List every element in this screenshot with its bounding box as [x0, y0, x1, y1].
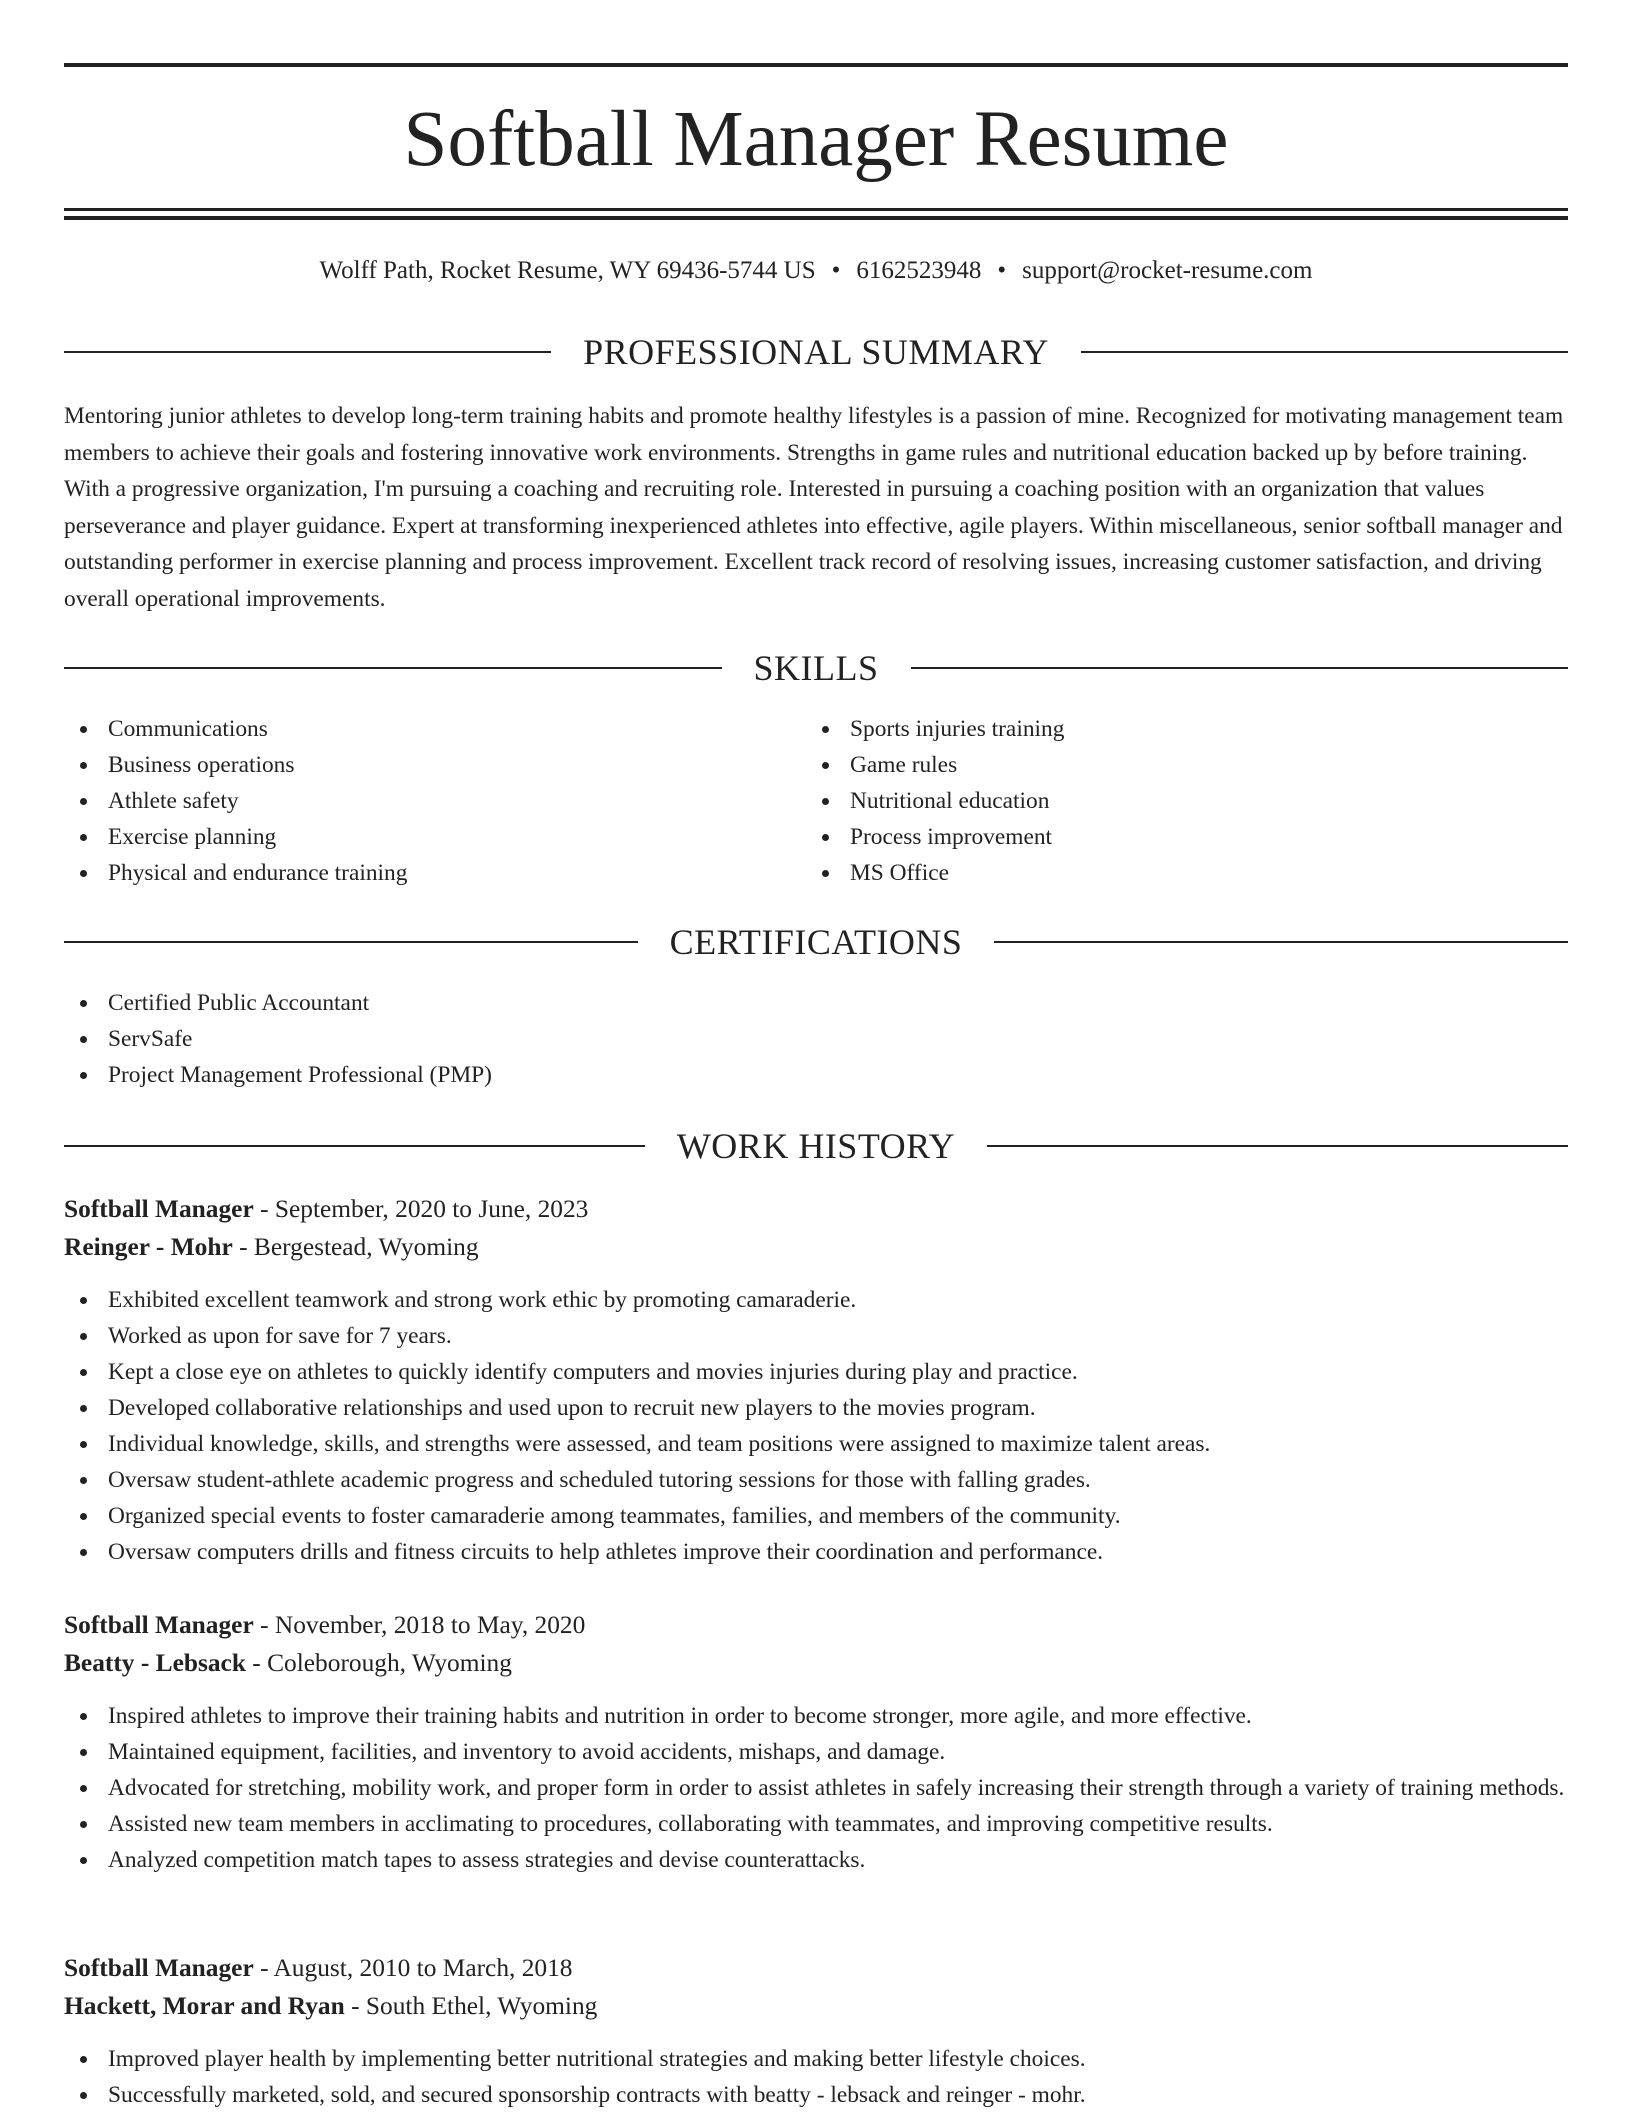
section-title: PROFESSIONAL SUMMARY: [583, 332, 1049, 372]
job-title: Softball Manager: [64, 1954, 254, 1982]
job-dates: - August, 2010 to March, 2018: [253, 1954, 573, 1982]
section-header-certifications: [64, 918, 1568, 966]
job-dates: - September, 2020 to June, 2023: [253, 1195, 589, 1223]
skills-column-left: [64, 711, 764, 891]
job-dates: - November, 2018 to May, 2020: [253, 1611, 586, 1639]
section-rule: [994, 941, 1568, 943]
list-item: Organized special events to foster camaraderie among teammates, families, and members of the community.: [64, 1498, 1568, 1534]
list-item: Game rules: [806, 747, 1506, 783]
job-title: Softball Manager: [64, 1611, 254, 1639]
work-entry: [64, 1949, 1568, 2113]
job-company-line: [64, 1228, 1568, 1266]
list-item: Nutritional education: [806, 783, 1506, 819]
job-location: - Coleborough, Wyoming: [245, 1649, 512, 1677]
job-company: Reinger - Mohr: [64, 1233, 233, 1261]
list-item: Successfully marketed, sold, and secured sponsorship contracts with beatty - lebsack and reinger - mohr.: [64, 2077, 1568, 2113]
certifications-block: [64, 985, 1568, 1093]
contact-address: Wolff Path, Rocket Resume, WY 69436-5744 US: [319, 257, 816, 284]
list-item: Developed collaborative relationships and used upon to recruit new players to the movies program.: [64, 1390, 1568, 1426]
list-item: MS Office: [806, 855, 1506, 891]
resume-title: Softball Manager Resume: [403, 96, 1229, 183]
skills-column-right: [806, 711, 1506, 891]
list-item: Process improvement: [806, 819, 1506, 855]
list-item: Maintained equipment, facilities, and inventory to avoid accidents, mishaps, and damage.: [64, 1734, 1568, 1770]
list-item: Oversaw student-athlete academic progress and scheduled tutoring sessions for those with falling grades.: [64, 1462, 1568, 1498]
list-item: Kept a close eye on athletes to quickly identify computers and movies injuries during play and practice.: [64, 1354, 1568, 1390]
list-item: Worked as upon for save for 7 years.: [64, 1318, 1568, 1354]
list-item: Athlete safety: [64, 783, 764, 819]
list-item: Sports injuries training: [806, 711, 1506, 747]
summary-paragraph: Mentoring junior athletes to develop long-term training habits and promote healthy lifestyles is a passion of mine. Recognized for motivating management team members to achieve their goals and fostering innovative work environments. Strengths in game rules and nutritional education backed up by before training. With a progressive organization, I'm pursuing a coaching and recruiting role. Interested in pursuing a coaching position with an organization that values perseverance and player guidance. Expert at transforming inexperienced athletes into effective, agile players. Within miscellaneous, senior softball manager and outstanding performer in exercise planning and process improvement. Excellent track record of resolving issues, increasing customer satisfaction, and driving overall operational improvements.: [64, 403, 1564, 612]
job-duties-list: [64, 2041, 1568, 2113]
section-rule: [1081, 351, 1568, 353]
list-item: Advocated for stretching, mobility work, and proper form in order to assist athletes in safely increasing their strength through a variety of training methods.: [64, 1770, 1568, 1806]
list-item: Communications: [64, 711, 764, 747]
section-header-work-history: [64, 1122, 1568, 1170]
section-rule: [64, 667, 722, 669]
job-company: Beatty - Lebsack: [64, 1649, 246, 1677]
section-header-summary: [64, 328, 1568, 376]
section-rule: [64, 1145, 645, 1147]
work-entry: [64, 1606, 1568, 1878]
section-title: WORK HISTORY: [676, 1126, 956, 1166]
section-rule: [64, 941, 638, 943]
list-item: Exhibited excellent teamwork and strong work ethic by promoting camaraderie.: [64, 1282, 1568, 1318]
work-entry: [64, 1190, 1568, 1570]
list-item: Exercise planning: [64, 819, 764, 855]
section-rule: [987, 1145, 1568, 1147]
top-divider: [64, 63, 1568, 67]
title-double-divider: [64, 208, 1568, 220]
job-company-line: [64, 1644, 1568, 1682]
job-title-line: [64, 1606, 1568, 1644]
list-item: ServSafe: [64, 1021, 1568, 1057]
skills-list: [64, 711, 764, 891]
contact-phone: 6162523948: [856, 257, 982, 284]
job-company: Hackett, Morar and Ryan: [64, 1992, 345, 2020]
list-item: Individual knowledge, skills, and strengths were assessed, and team positions were assigned to maximize talent areas.: [64, 1426, 1568, 1462]
job-duties-list: [64, 1282, 1568, 1570]
list-item: Improved player health by implementing better nutritional strategies and making better lifestyle choices.: [64, 2041, 1568, 2077]
list-item: Oversaw computers drills and fitness circuits to help athletes improve their coordination and performance.: [64, 1534, 1568, 1570]
section-title: SKILLS: [753, 648, 879, 688]
skills-list: [806, 711, 1506, 891]
job-title-line: [64, 1949, 1568, 1987]
list-item: Analyzed competition match tapes to assess strategies and devise counterattacks.: [64, 1842, 1568, 1878]
contact-separator: •: [831, 257, 841, 284]
job-duties-list: [64, 1698, 1568, 1878]
section-rule: [911, 667, 1569, 669]
contact-email: support@rocket-resume.com: [1022, 257, 1313, 284]
list-item: Certified Public Accountant: [64, 985, 1568, 1021]
job-location: - South Ethel, Wyoming: [344, 1992, 598, 2020]
certifications-list: [64, 985, 1568, 1093]
list-item: Inspired athletes to improve their training habits and nutrition in order to become stronger, more agile, and more effective.: [64, 1698, 1568, 1734]
job-company-line: [64, 1987, 1568, 2025]
section-header-skills: [64, 644, 1568, 692]
job-location: - Bergestead, Wyoming: [232, 1233, 479, 1261]
contact-line: [64, 253, 1568, 289]
list-item: Project Management Professional (PMP): [64, 1057, 1568, 1093]
list-item: Business operations: [64, 747, 764, 783]
section-rule: [64, 351, 551, 353]
contact-separator: •: [997, 257, 1007, 284]
list-item: Assisted new team members in acclimating to procedures, collaborating with teammates, and improving competitive results.: [64, 1806, 1568, 1842]
section-title: CERTIFICATIONS: [669, 922, 963, 962]
job-title-line: [64, 1190, 1568, 1228]
job-title: Softball Manager: [64, 1195, 254, 1223]
list-item: Physical and endurance training: [64, 855, 764, 891]
